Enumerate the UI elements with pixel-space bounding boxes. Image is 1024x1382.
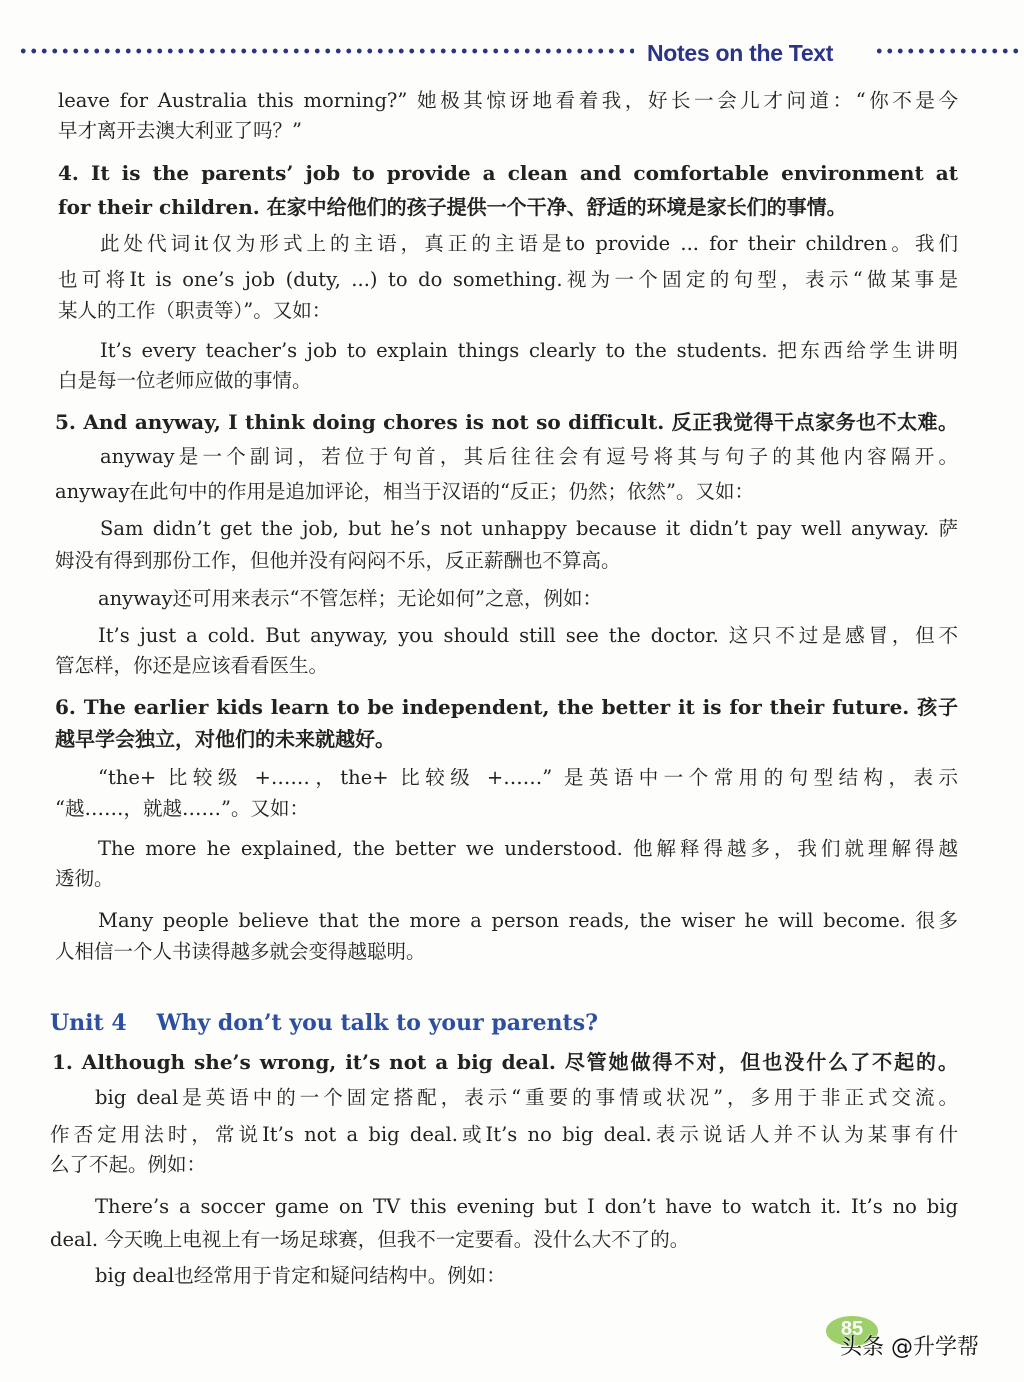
text-line: 人相信一个人书读得越多就会变得越聪明。 <box>55 940 426 963</box>
text-line: The more he explained, the better we understood. 他解释得越多，我们就理解得越 <box>98 837 958 860</box>
text-line: It’s just a cold. But anyway, you should still see the doctor. 这只不过是感冒，但不 <box>98 624 958 647</box>
text-line: 姆没有得到那份工作，但他并没有闷闷不乐，反正薪酬也不算高。 <box>55 549 621 572</box>
note-heading-line: for their children. 在家中给他们的孩子提供一个干净、舒适的环境是家长们的事情。 <box>58 195 847 219</box>
text-line: “the+ 比较级 +……，the+ 比较级 +……” 是英语中一个常用的句型结构，表示 <box>98 766 958 789</box>
text-line: “越……，就越……”。又如： <box>55 797 309 820</box>
text-line: deal. 今天晚上电视上有一场足球赛，但我不一定要看。没什么大不了的。 <box>50 1228 690 1251</box>
text-line: 早才离开去澳大利亚了吗？” <box>58 119 302 142</box>
note-heading-line: 越早学会独立，对他们的未来就越好。 <box>55 727 395 751</box>
text-line: big deal是英语中的一个固定搭配，表示“重要的事情或状况”，多用于非正式交流。 <box>95 1086 958 1109</box>
unit-title: Why don’t you talk to your parents? <box>156 1010 598 1036</box>
header-dots-left <box>18 47 634 55</box>
note-heading-line: 1. Although she’s wrong, it’s not a big deal. 尽管她做得不对，但也没什么了不起的。 <box>52 1050 958 1074</box>
text-line: 么了不起。例如： <box>50 1153 207 1176</box>
section-title: Notes on the Text <box>647 40 834 66</box>
note-heading-line: 5. And anyway, I think doing chores is not so difficult. 反正我觉得干点家务也不太难。 <box>55 410 958 434</box>
watermark: 头条 @升学帮 <box>840 1335 979 1360</box>
text-line: big deal也经常用于肯定和疑问结构中。例如： <box>95 1264 506 1287</box>
text-line: 透彻。 <box>55 867 114 890</box>
text-line: Sam didn’t get the job, but he’s not unhappy because it didn’t pay well anyway. 萨 <box>100 517 958 540</box>
unit-number: Unit 4 <box>50 1010 127 1036</box>
text-line: anyway在此句中的作用是追加评论，相当于汉语的“反正；仍然；依然”。又如： <box>55 480 754 503</box>
text-line: 白是每一位老师应做的事情。 <box>58 369 312 392</box>
page-number: 85 <box>826 1316 878 1346</box>
text-line: 作否定用法时，常说It’s not a big deal.或It’s no big deal.表示说话人并不认为某事有什 <box>50 1123 958 1146</box>
text-line: anyway还可用来表示“不管怎样；无论如何”之意，例如： <box>98 587 602 610</box>
text-line: There’s a soccer game on TV this evening but I don’t have to watch it. It’s no big <box>95 1195 958 1218</box>
note-heading-line: 4. It is the parents’ job to provide a clean and comfortable environment at <box>58 161 958 185</box>
text-line: 也可将It is one’s job (duty, ...) to do something.视为一个固定的句型，表示“做某事是 <box>58 268 958 291</box>
unit-heading <box>50 1010 628 1036</box>
text-line: leave for Australia this morning?” 她极其惊讶地看着我，好长一会儿才问道：“你不是今 <box>58 89 958 112</box>
note-heading-line: 6. The earlier kids learn to be independent, the better it is for their future. 孩子 <box>55 695 958 719</box>
text-line: 管怎样，你还是应该看看医生。 <box>55 654 329 677</box>
text-line: It’s every teacher’s job to explain things clearly to the students. 把东西给学生讲明 <box>100 339 958 362</box>
header-dots-right <box>874 47 1020 55</box>
text-line: Many people believe that the more a person reads, the wiser he will become. 很多 <box>98 909 958 932</box>
text-line: 某人的工作（职责等）”。又如： <box>58 299 332 322</box>
text-line: anyway是一个副词，若位于句首，其后往往会有逗号将其与句子的其他内容隔开。 <box>100 445 958 468</box>
text-line: 此处代词it仅为形式上的主语，真正的主语是to provide ... for their children。我们 <box>100 232 958 255</box>
